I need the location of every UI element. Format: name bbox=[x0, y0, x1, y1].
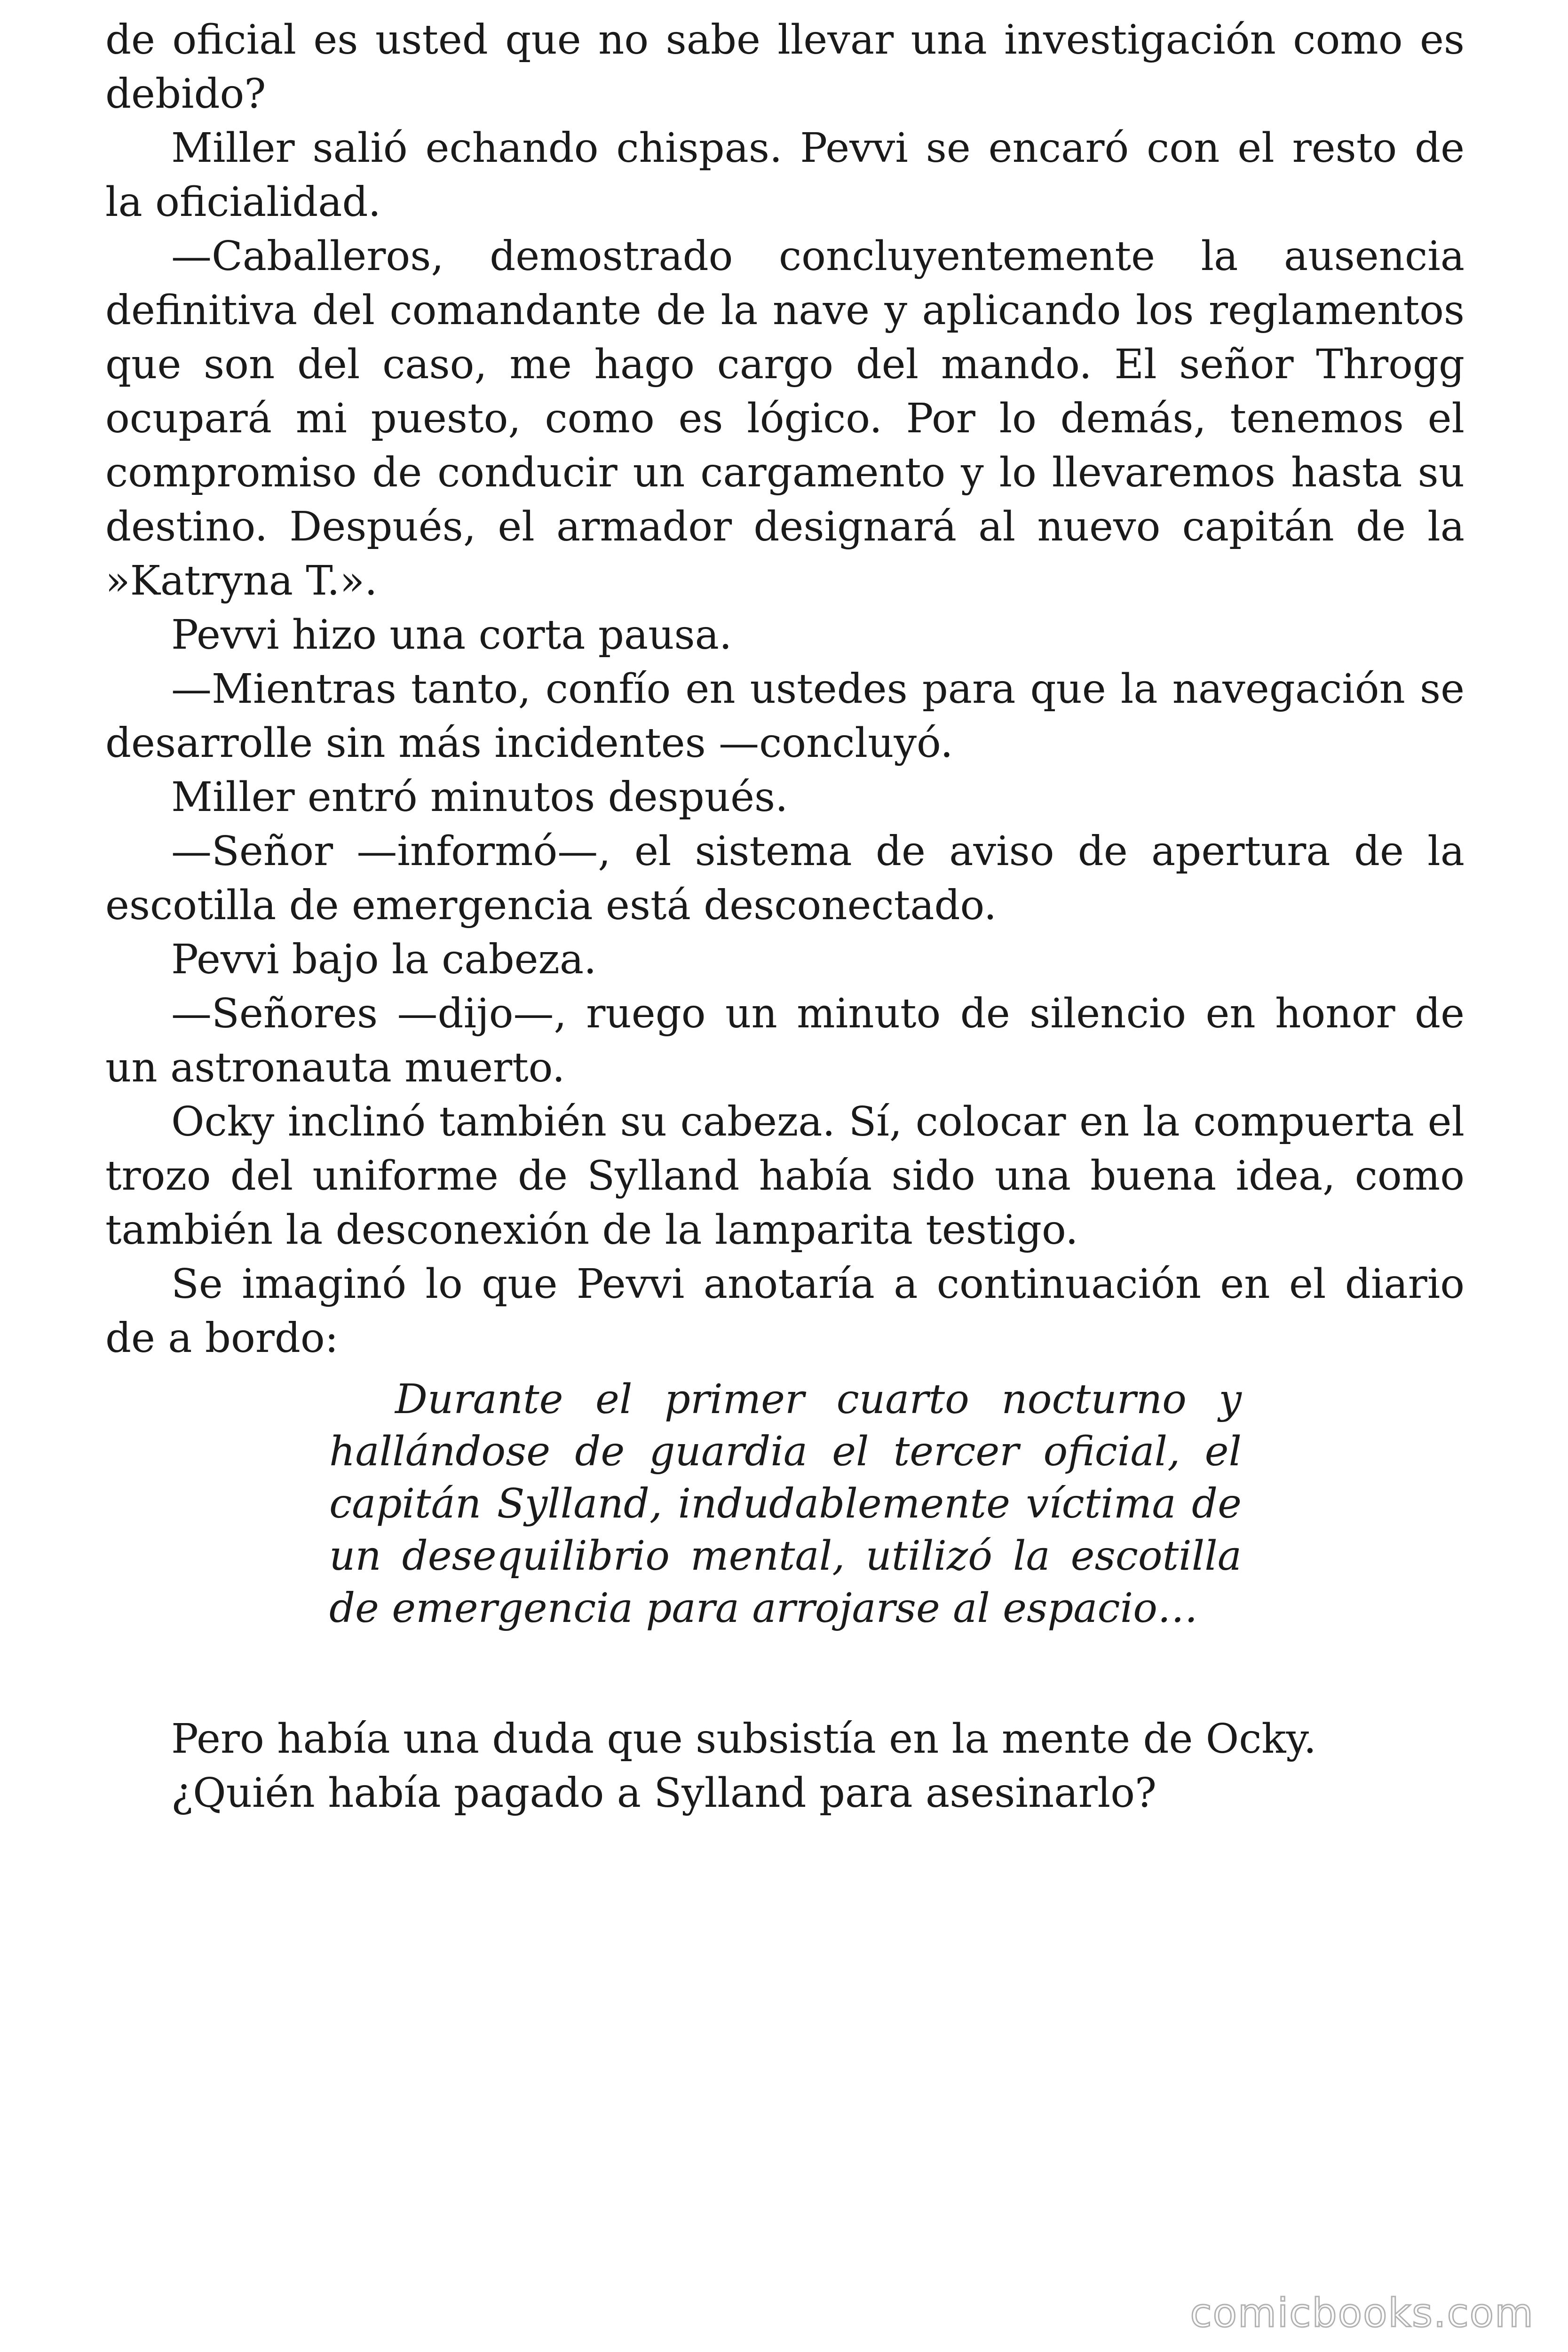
logbook-quote bbox=[329, 1374, 1242, 1635]
watermark: comicbooks.com bbox=[1190, 2290, 1534, 2336]
paragraph-11: Se imaginó lo que Pevvi anotaría a continuación en el diario de a bordo: bbox=[105, 1261, 1465, 1362]
paragraph-2: Miller salió echando chispas. Pevvi se encaró con el resto de la oficialidad. bbox=[105, 125, 1465, 226]
paragraph-8: Pevvi bajo la cabeza. bbox=[171, 936, 597, 983]
closing-paragraph-1: Pero había una duda que subsistía en la mente de Ocky. bbox=[171, 1716, 1317, 1763]
paragraph-5: —Mientras tanto, confío en ustedes para que la navegación se desarrolle sin más incidentes —concluyó. bbox=[105, 666, 1465, 767]
paragraph-9: —Señores —dijo—, ruego un minuto de silencio en honor de un astronauta muerto. bbox=[105, 990, 1465, 1091]
paragraph-3: —Caballeros, demostrado concluyentemente la ausencia definitiva del comandante de la nave y aplicando los reglamentos que son del caso, me hago cargo del mando. El señor Throgg ocupará mi puesto, como es lógico. Por lo demás, tenemos el compromiso de conducir un cargamento y lo llevaremos hasta su destino. Después, el armador designará al nuevo capitán de la »Katryna T.». bbox=[105, 233, 1465, 604]
paragraph-1: de oficial es usted que no sabe llevar una investigación como es debido? bbox=[105, 16, 1465, 118]
paragraph-4: Pevvi hizo una corta pausa. bbox=[171, 612, 732, 659]
paragraph-7: —Señor —informó—, el sistema de aviso de apertura de la escotilla de emergencia está desconectado. bbox=[105, 828, 1465, 929]
main-text-block bbox=[105, 13, 1465, 1366]
paragraph-10: Ocky inclinó también su cabeza. Sí, colocar en la compuerta el trozo del uniforme de Sylland había sido una buena idea, como también la desconexión de la lamparita testigo. bbox=[105, 1098, 1465, 1254]
closing-paragraph-2: ¿Quién había pagado a Sylland para asesinarlo? bbox=[171, 1770, 1157, 1817]
closing-text-block bbox=[105, 1712, 1465, 1820]
paragraph-6: Miller entró minutos después. bbox=[171, 774, 788, 821]
quote-text: Durante el primer cuarto nocturno y hallándose de guardia el tercer oficial, el capitán Sylland, indudablemente víctima de un desequilibrio mental, utilizó la escotilla de emergencia para arrojarse al espacio… bbox=[329, 1376, 1242, 1632]
